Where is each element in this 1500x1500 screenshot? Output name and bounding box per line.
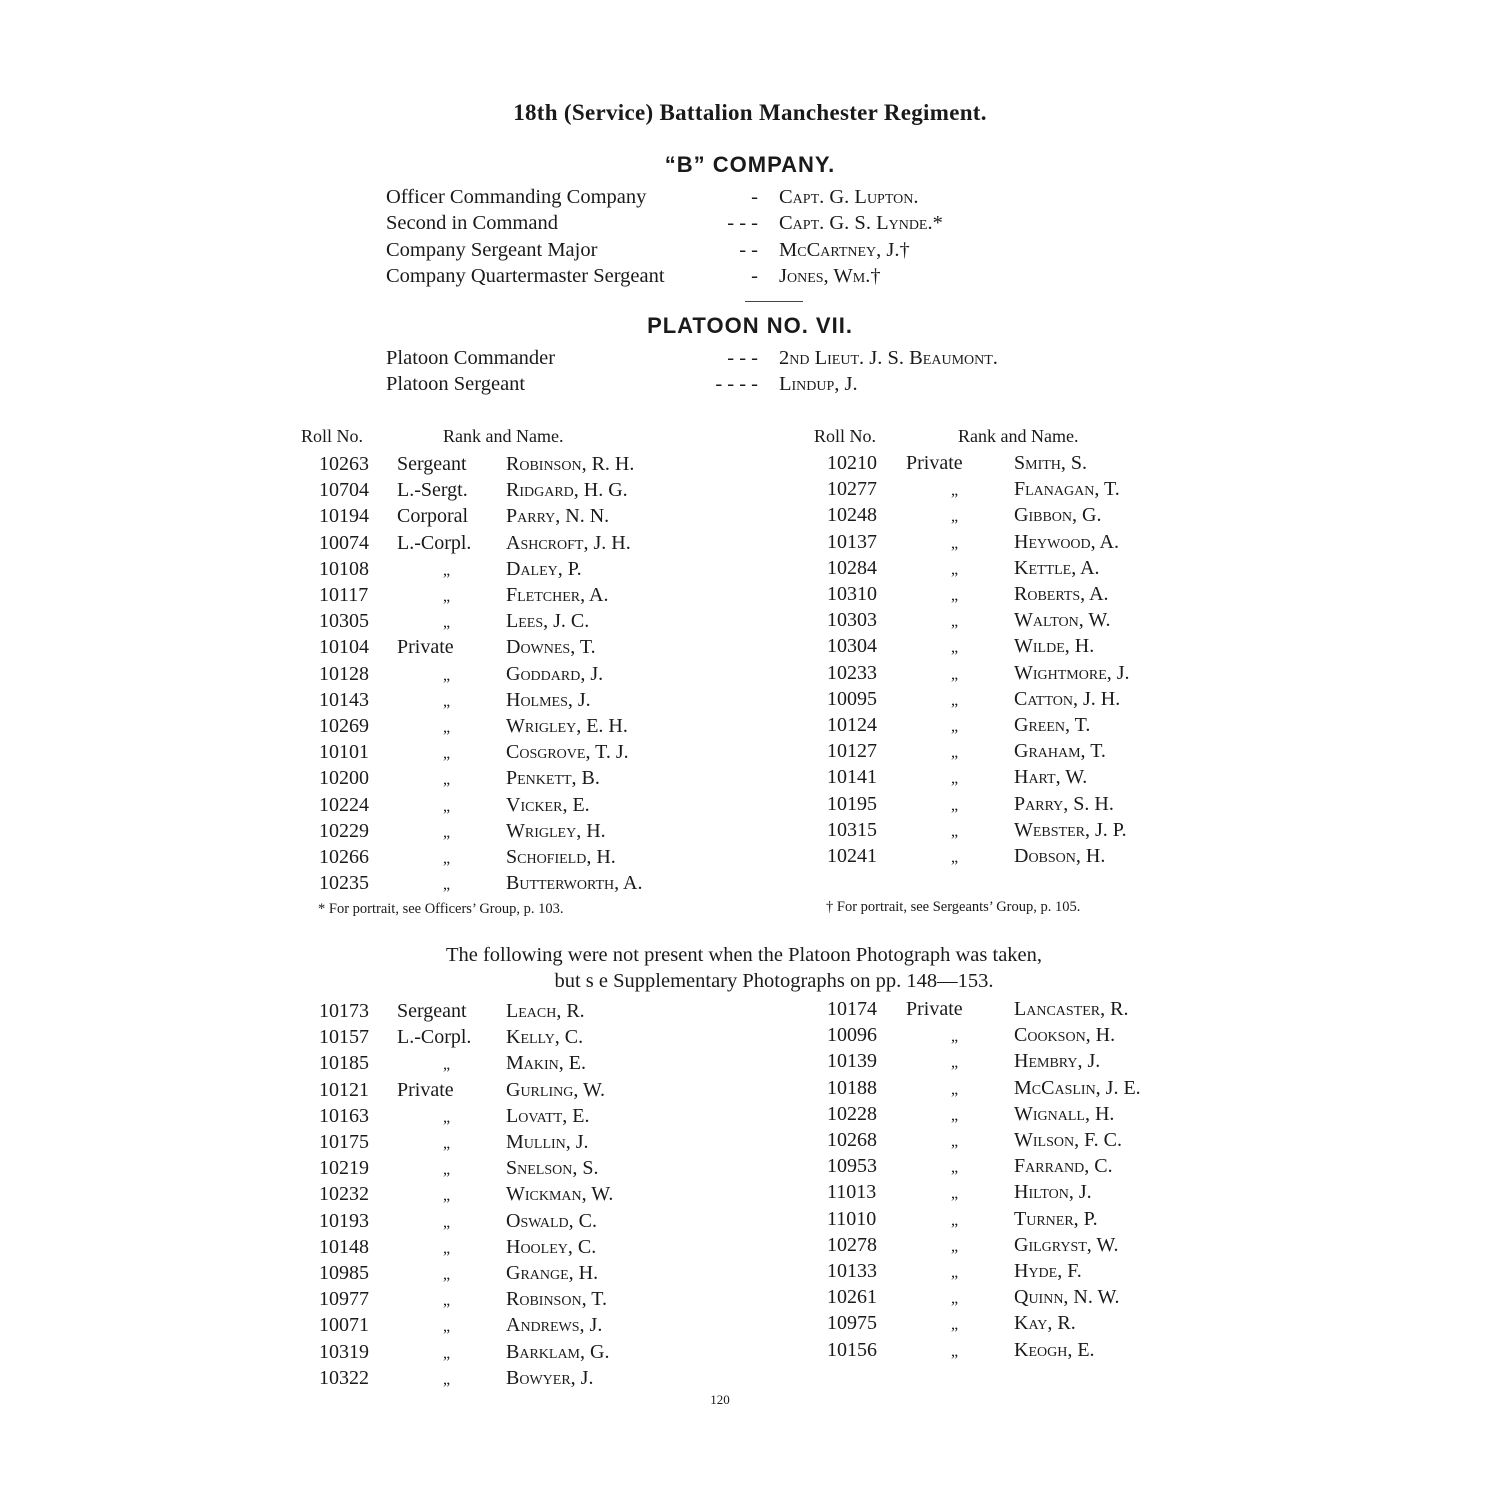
ditto-mark: „ — [951, 849, 959, 866]
roll-number: 11010 — [827, 1207, 877, 1230]
roll-number: 10163 — [319, 1104, 369, 1127]
roll-row — [0, 792, 1114, 819]
ditto-mark: „ — [443, 1108, 451, 1126]
roll-number: 10157 — [319, 1026, 369, 1049]
roll-number: 10188 — [827, 1076, 877, 1099]
roll-row — [0, 1076, 1141, 1103]
staff-row — [386, 212, 1106, 238]
ditto-mark: „ — [443, 876, 451, 894]
roll-row — [0, 1312, 1076, 1338]
soldier-name: Wignall, H. — [1014, 1102, 1115, 1125]
ditto-mark: „ — [443, 1056, 451, 1074]
ditto-mark: „ — [443, 1161, 451, 1179]
soldier-name: Wightmore, J. — [1014, 661, 1130, 684]
roll-number: 10185 — [319, 1052, 369, 1075]
roll-number: 10156 — [827, 1338, 877, 1361]
ditto-mark: „ — [951, 718, 959, 735]
ditto-mark: „ — [951, 1290, 959, 1308]
roll-row — [0, 1233, 1119, 1260]
soldier-name: Keogh, E. — [1014, 1338, 1095, 1361]
roll-row — [0, 845, 1106, 871]
soldier-name: Heywood, A. — [1014, 530, 1119, 553]
rank: L.-Corpl. — [397, 531, 472, 554]
soldier-name: Holmes, J. — [506, 688, 591, 711]
soldier-name: Kelly, C. — [506, 1026, 584, 1049]
soldier-name: Snelson, S. — [506, 1157, 599, 1180]
soldier-name: Gilgryst, W. — [1014, 1233, 1119, 1256]
soldier-name: Bowyer, J. — [506, 1366, 594, 1389]
soldier-name: Butterworth, A. — [506, 872, 643, 895]
roll-number: 10101 — [319, 741, 369, 764]
roll-number: 10235 — [319, 872, 369, 895]
roll-row — [0, 1129, 1122, 1155]
roll-number: 10071 — [319, 1314, 369, 1337]
roll-row — [0, 1102, 1115, 1129]
soldier-name: Parry, S. H. — [1014, 792, 1114, 815]
soldier-name: Hart, W. — [1014, 766, 1088, 789]
roll-number: 10104 — [319, 636, 369, 659]
soldier-name: Hyde, F. — [1014, 1260, 1082, 1282]
ditto-mark: „ — [951, 1342, 959, 1360]
soldier-name: Daley, P. — [506, 557, 582, 580]
staff-name: Capt. G. Lupton. — [779, 186, 919, 208]
roll-row — [0, 478, 1120, 504]
roll-row — [0, 740, 1106, 766]
roll-row — [0, 687, 1121, 714]
rank: Corporal — [397, 505, 469, 528]
roll-number: 10137 — [827, 530, 877, 553]
staff-name: Lindup, J. — [779, 373, 858, 396]
staff-separator: - - - - — [715, 373, 758, 396]
staff-row — [386, 265, 1106, 291]
ditto-mark: „ — [951, 1264, 959, 1281]
soldier-name: Kay, R. — [1014, 1312, 1076, 1335]
roll-number: 10704 — [319, 479, 369, 502]
roll-number: 10219 — [319, 1157, 369, 1180]
staff-role: Platoon Commander — [386, 347, 556, 369]
not-present-note-line-1: The following were not present when the Platoon Photograph was taken, — [445, 944, 1043, 966]
soldier-name: McCaslin, J. E. — [1014, 1076, 1141, 1099]
staff-separator: - — [751, 264, 758, 287]
soldier-name: Fletcher, A. — [506, 584, 609, 606]
soldier-name: Lovatt, E. — [506, 1104, 590, 1127]
roll-number: 10248 — [827, 504, 877, 527]
ditto-mark: „ — [443, 1370, 451, 1388]
ditto-mark: „ — [951, 482, 959, 500]
roll-row — [0, 872, 643, 898]
roll-no-header-left: Roll No. — [301, 426, 364, 446]
roll-row — [0, 1260, 1082, 1286]
roll-number: 10210 — [827, 452, 877, 474]
ditto-mark: „ — [443, 797, 451, 815]
not-present-note-line-2: but s e Supplementary Photographs on pp. 148—153. — [554, 970, 994, 992]
roll-number: 10195 — [827, 792, 877, 815]
roll-number: 10977 — [319, 1288, 369, 1311]
ditto-mark: „ — [443, 771, 451, 789]
roll-number: 10117 — [319, 584, 369, 606]
ditto-mark: „ — [951, 1106, 959, 1124]
ditto-mark: „ — [951, 1185, 959, 1203]
soldier-name: Ashcroft, J. H. — [506, 531, 631, 554]
ditto-mark: „ — [951, 1133, 959, 1150]
soldier-name: Hilton, J. — [1014, 1181, 1092, 1204]
roll-number: 10173 — [319, 1000, 369, 1022]
rank: Sergeant — [397, 1000, 467, 1022]
ditto-mark: „ — [951, 770, 959, 788]
roll-number: 10074 — [319, 531, 369, 554]
ditto-mark: „ — [951, 534, 959, 552]
roll-number: 10139 — [827, 1050, 877, 1073]
rank: L.-Corpl. — [397, 1026, 472, 1049]
staff-role: Second in Command — [386, 212, 558, 235]
roll-number: 10141 — [827, 766, 877, 789]
footnote-sergeants: † For portrait, see Sergeants’ Group, p. 105. — [826, 899, 1081, 915]
ditto-mark: „ — [951, 744, 959, 762]
page-title: 18th (Service) Battalion Manchester Regiment. — [513, 100, 987, 125]
ditto-mark: „ — [951, 639, 959, 657]
staff-row — [386, 373, 1106, 399]
ditto-mark: „ — [951, 1237, 959, 1255]
platoon-heading: PLATOON NO. VII. — [647, 313, 853, 338]
soldier-name: Grange, H. — [506, 1262, 599, 1284]
soldier-name: Kettle, A. — [1014, 556, 1100, 579]
roll-row — [0, 1155, 1113, 1181]
soldier-name: Hooley, C. — [506, 1235, 597, 1258]
ditto-mark: „ — [443, 1318, 451, 1336]
roll-number: 10233 — [827, 661, 877, 684]
roll-number: 10194 — [319, 505, 369, 528]
roll-row — [0, 609, 1111, 635]
roll-number: 10303 — [827, 609, 877, 632]
rank-name-header-right: Rank and Name. — [958, 426, 1079, 446]
ditto-mark: „ — [443, 850, 451, 867]
soldier-name: Ridgard, H. G. — [506, 479, 628, 502]
ditto-mark: „ — [443, 1187, 451, 1205]
ditto-mark: „ — [443, 1292, 451, 1310]
rank: Private — [906, 998, 963, 1020]
soldier-name: Vicker, E. — [506, 793, 590, 816]
soldier-name: Lancaster, R. — [1014, 998, 1129, 1020]
ditto-mark: „ — [443, 561, 451, 579]
roll-row — [0, 714, 1091, 740]
staff-name: McCartney, J.† — [779, 238, 910, 261]
soldier-name: Cookson, H. — [1014, 1024, 1116, 1047]
soldier-name: Oswald, C. — [506, 1209, 598, 1232]
soldier-name: Mullin, J. — [506, 1131, 589, 1153]
rank: Private — [397, 636, 454, 659]
soldier-name: Wrigley, E. H. — [506, 715, 628, 737]
roll-number: 10121 — [319, 1078, 369, 1101]
staff-separator: - — [751, 186, 758, 208]
roll-number: 10304 — [827, 635, 877, 658]
roll-number: 10266 — [319, 846, 369, 868]
soldier-name: Dobson, H. — [1014, 845, 1106, 867]
staff-row — [386, 347, 1106, 373]
staff-role: Company Quartermaster Sergeant — [386, 264, 665, 287]
soldier-name: Roberts, A. — [1014, 583, 1109, 605]
ditto-mark: „ — [443, 745, 451, 763]
soldier-name: Schofield, H. — [506, 846, 616, 868]
soldier-name: Turner, P. — [1014, 1207, 1098, 1230]
ditto-mark: „ — [951, 796, 959, 814]
rank: Private — [397, 1078, 454, 1101]
soldier-name: Wilde, H. — [1014, 635, 1095, 658]
roll-number: 10174 — [827, 998, 877, 1020]
staff-role: Officer Commanding Company — [386, 186, 647, 208]
roll-row — [0, 1181, 1092, 1207]
roll-row — [0, 1338, 1095, 1365]
staff-role: Platoon Sergeant — [386, 373, 526, 396]
staff-separator: - - - — [727, 347, 758, 369]
roll-row — [0, 661, 1130, 688]
roll-number: 10232 — [319, 1183, 369, 1206]
roll-number: 10263 — [319, 453, 369, 475]
rank-name-header-left: Rank and Name. — [443, 426, 564, 446]
staff-name: Jones, Wm.† — [779, 264, 881, 287]
soldier-name: Parry, N. N. — [506, 505, 610, 528]
roll-number: 10143 — [319, 688, 369, 711]
staff-separator: - - - — [727, 212, 758, 235]
roll-number: 10315 — [827, 818, 877, 841]
soldier-name: Flanagan, T. — [1014, 478, 1120, 501]
roll-number: 10322 — [319, 1366, 369, 1389]
soldier-name: Penkett, B. — [506, 767, 600, 790]
soldier-name: Wickman, W. — [506, 1183, 614, 1206]
soldier-name: Cosgrove, T. J. — [506, 741, 629, 764]
ditto-mark: „ — [443, 692, 451, 710]
section-divider — [745, 301, 803, 302]
ditto-mark: „ — [951, 1159, 959, 1177]
ditto-mark: „ — [443, 588, 451, 605]
soldier-name: Robinson, T. — [506, 1288, 607, 1311]
roll-number: 10133 — [827, 1260, 877, 1282]
roll-row — [0, 998, 1129, 1024]
roll-row — [0, 583, 1109, 609]
roll-number: 10148 — [319, 1235, 369, 1258]
roll-number: 10224 — [319, 793, 369, 816]
roll-row — [0, 1024, 1116, 1050]
ditto-mark: „ — [951, 560, 959, 578]
ditto-mark: „ — [443, 614, 451, 632]
ditto-mark: „ — [443, 1266, 451, 1283]
soldier-name: Robinson, R. H. — [506, 453, 635, 475]
roll-row — [0, 1050, 1101, 1076]
rank: L.-Sergt. — [397, 479, 468, 502]
company-heading: “B” COMPANY. — [664, 152, 836, 177]
soldier-name: Wrigley, H. — [506, 819, 606, 842]
roll-number: 10261 — [827, 1286, 877, 1309]
roll-number: 10277 — [827, 478, 877, 501]
ditto-mark: „ — [951, 508, 959, 526]
staff-row — [386, 186, 1106, 212]
ditto-mark: „ — [443, 823, 451, 841]
ditto-mark: „ — [951, 1054, 959, 1072]
roll-number: 10095 — [827, 687, 877, 710]
roll-number: 10284 — [827, 556, 877, 579]
roll-number: 10953 — [827, 1155, 877, 1178]
ditto-mark: „ — [951, 822, 959, 840]
roll-number: 10128 — [319, 662, 369, 685]
ditto-mark: „ — [443, 1135, 451, 1152]
roll-number: 10193 — [319, 1209, 369, 1232]
soldier-name: Wilson, F. C. — [1014, 1129, 1122, 1151]
roll-row — [0, 530, 1119, 557]
soldier-name: Walton, W. — [1014, 609, 1111, 632]
ditto-mark: „ — [443, 666, 451, 684]
soldier-name: Makin, E. — [506, 1052, 586, 1075]
soldier-name: Graham, T. — [1014, 740, 1106, 763]
roll-number: 11013 — [827, 1181, 877, 1204]
soldier-name: Catton, J. H. — [1014, 687, 1121, 710]
roll-row — [0, 1286, 1120, 1312]
footnote-officers: * For portrait, see Officers’ Group, p. 103. — [318, 901, 564, 917]
roll-number: 10108 — [319, 557, 369, 580]
soldier-name: Smith, S. — [1014, 452, 1088, 474]
staff-separator: - - — [739, 238, 758, 261]
roll-number: 10278 — [827, 1233, 877, 1256]
roll-number: 10127 — [827, 740, 877, 763]
soldier-name: Green, T. — [1014, 714, 1091, 736]
roll-row — [0, 504, 1102, 530]
ditto-mark: „ — [951, 587, 959, 604]
roll-number: 10975 — [827, 1312, 877, 1335]
roll-number: 10096 — [827, 1024, 877, 1047]
soldier-name: Quinn, N. W. — [1014, 1286, 1120, 1309]
roll-row — [0, 766, 1088, 792]
ditto-mark: „ — [443, 1239, 451, 1257]
staff-role: Company Sergeant Major — [386, 238, 598, 261]
ditto-mark: „ — [951, 1211, 959, 1229]
ditto-mark: „ — [443, 1213, 451, 1231]
roll-row — [0, 556, 1100, 583]
roll-number: 10985 — [319, 1262, 369, 1284]
roll-number: 10269 — [319, 715, 369, 737]
ditto-mark: „ — [951, 1080, 959, 1098]
ditto-mark: „ — [951, 665, 959, 683]
page-number: 120 — [710, 1392, 730, 1407]
roll-number: 10228 — [827, 1102, 877, 1125]
roll-no-header-right: Roll No. — [814, 426, 877, 446]
roll-row — [0, 1367, 600, 1393]
ditto-mark: „ — [443, 719, 451, 736]
soldier-name: Gurling, W. — [506, 1078, 606, 1101]
roll-number: 10319 — [319, 1340, 369, 1363]
staff-row — [386, 239, 1106, 265]
roll-row — [0, 452, 1088, 478]
ditto-mark: „ — [951, 1316, 959, 1334]
roll-row — [0, 635, 1095, 661]
staff-name: 2nd Lieut. J. S. Beaumont. — [779, 347, 998, 369]
roll-row — [0, 818, 1127, 845]
soldier-name: Farrand, C. — [1014, 1155, 1113, 1178]
roll-number: 10229 — [319, 819, 369, 842]
ditto-mark: „ — [443, 1344, 451, 1362]
soldier-name: Leach, R. — [506, 1000, 585, 1022]
roll-number: 10268 — [827, 1129, 877, 1151]
roll-number: 10175 — [319, 1131, 369, 1153]
roll-number: 10305 — [319, 610, 369, 633]
roll-number: 10124 — [827, 714, 877, 736]
soldier-name: Gibbon, G. — [1014, 504, 1102, 527]
rank: Private — [906, 452, 963, 474]
rank: Sergeant — [397, 453, 467, 475]
soldier-name: Downes, T. — [506, 636, 596, 659]
roll-number: 10310 — [827, 583, 877, 605]
ditto-mark: „ — [951, 613, 959, 631]
soldier-name: Andrews, J. — [506, 1314, 603, 1337]
ditto-mark: „ — [951, 691, 959, 709]
roll-number: 10241 — [827, 845, 877, 867]
roll-row — [0, 1207, 1098, 1234]
roll-number: 10200 — [319, 767, 369, 790]
staff-name: Capt. G. S. Lynde.* — [779, 212, 943, 235]
soldier-name: Goddard, J. — [506, 662, 604, 685]
soldier-name: Barklam, G. — [506, 1340, 610, 1363]
soldier-name: Webster, J. P. — [1014, 818, 1127, 841]
soldier-name: Lees, J. C. — [506, 610, 590, 633]
ditto-mark: „ — [951, 1028, 959, 1046]
soldier-name: Hembry, J. — [1014, 1050, 1101, 1073]
